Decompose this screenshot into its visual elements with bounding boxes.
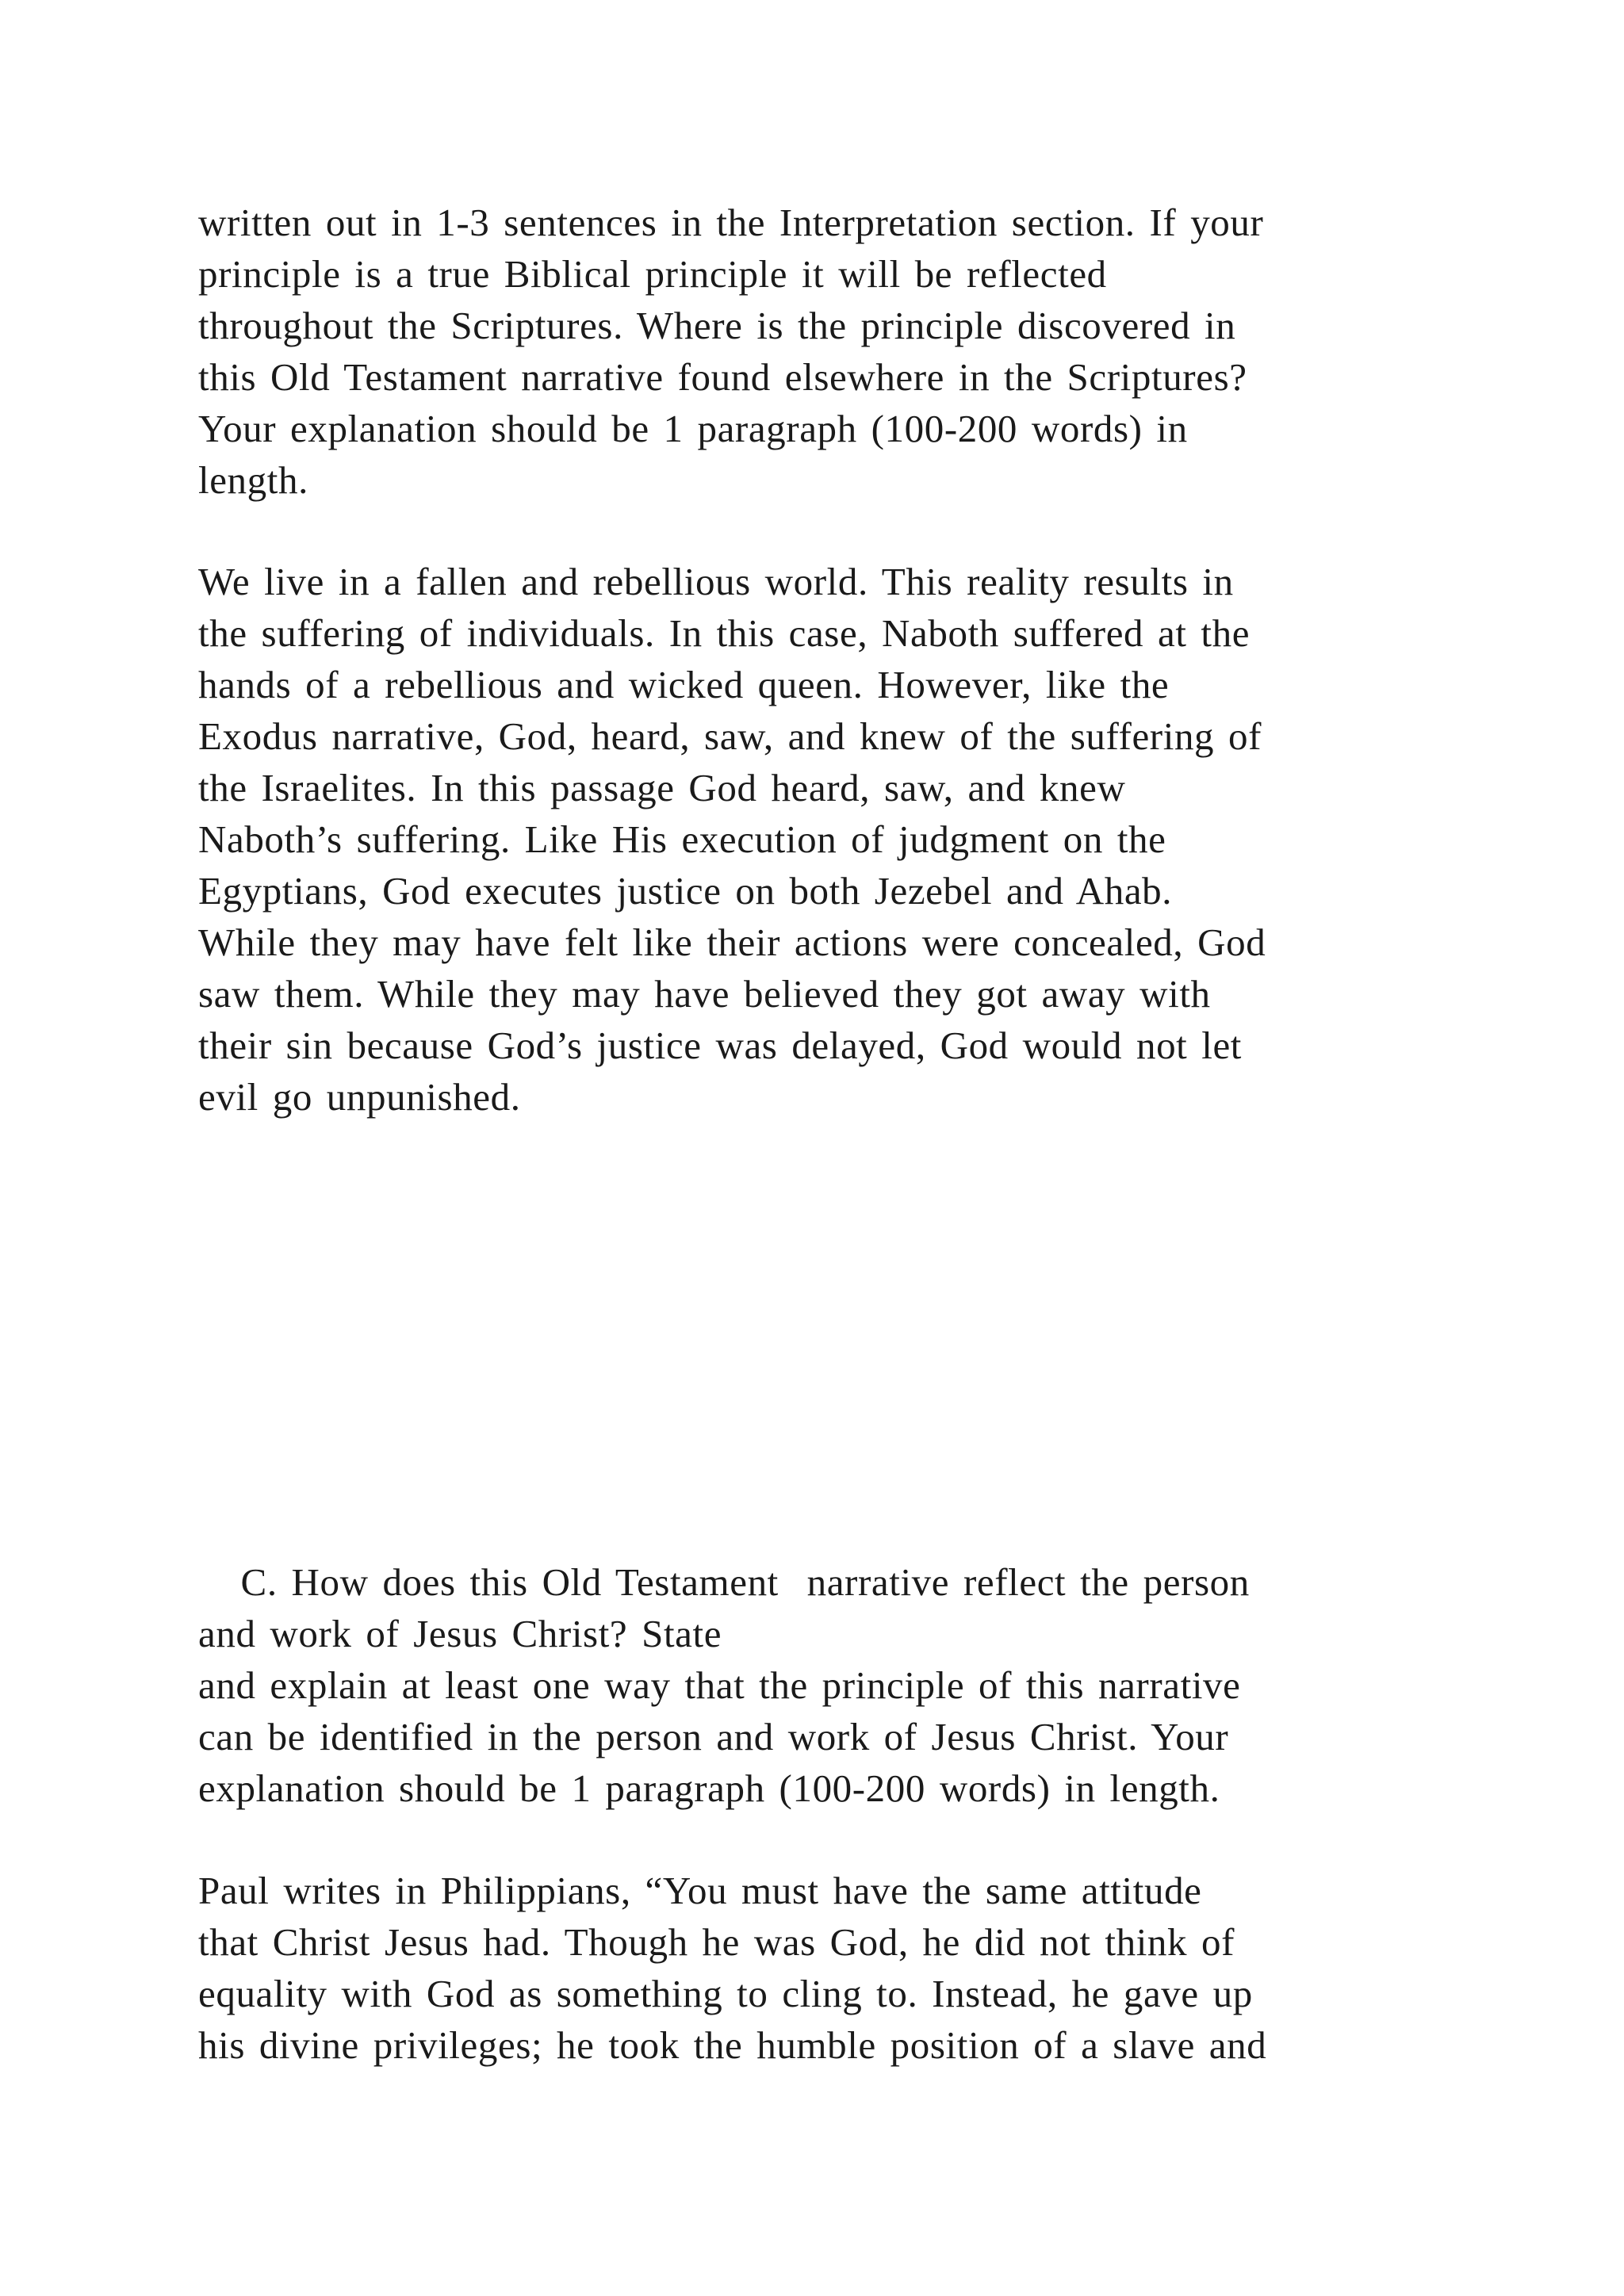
text-line: principle is a true Biblical principle it will be reflected: [198, 252, 1107, 296]
interpretation-prompt-paragraph: [198, 197, 1435, 506]
text-line: Paul writes in Philippians, “You must have the same attitude: [198, 1869, 1202, 1912]
text-line: Exodus narrative, God, heard, saw, and knew of the suffering of: [198, 714, 1262, 758]
text-line: We live in a fallen and rebellious world. This reality results in: [198, 560, 1234, 603]
text-line: explanation should be 1 paragraph (100-200 words) in length.: [198, 1766, 1220, 1810]
text-line: hands of a rebellious and wicked queen. However, like the: [198, 663, 1170, 706]
text-line: the suffering of individuals. In this case, Naboth suffered at the: [198, 611, 1251, 655]
text-line: evil go unpunished.: [198, 1075, 521, 1119]
text-line: their sin because God’s justice was delayed, God would not let: [198, 1024, 1243, 1067]
text-line: his divine privileges; he took the humble position of a slave and: [198, 2023, 1267, 2067]
answer-c-paragraph: [198, 1865, 1435, 2071]
text-line: this Old Testament narrative found elsewhere in the Scriptures?: [198, 355, 1247, 399]
text-line: written out in 1-3 sentences in the Interpretation section. If your: [198, 201, 1264, 244]
text-line: the Israelites. In this passage God heard, saw, and knew: [198, 766, 1126, 809]
text-line: While they may have felt like their actions were concealed, God: [198, 920, 1266, 964]
text-line: and explain at least one way that the principle of this narrative: [198, 1663, 1241, 1707]
text-line: and work of Jesus Christ? State: [198, 1612, 722, 1655]
question-c-paragraph: [198, 1556, 1435, 1814]
text-line: throughout the Scriptures. Where is the principle discovered in: [198, 304, 1236, 347]
text-line: Naboth’s suffering. Like His execution of judgment on the: [198, 817, 1166, 861]
text-line: saw them. While they may have believed they got away with: [198, 972, 1211, 1016]
text-line: that Christ Jesus had. Though he was God, he did not think of: [198, 1920, 1235, 1964]
answer-b-paragraph: [198, 556, 1435, 1123]
text-line: Egyptians, God executes justice on both Jezebel and Ahab.: [198, 869, 1173, 913]
text-line: can be identified in the person and work of Jesus Christ. Your: [198, 1715, 1229, 1758]
text-line: length.: [198, 458, 308, 502]
question-c-heading: C. How does this Old Testament narrative reflect the person: [198, 1560, 1250, 1604]
text-line: equality with God as something to cling to. Instead, he gave up: [198, 1972, 1253, 2015]
text-line: Your explanation should be 1 paragraph (100-200 words) in: [198, 407, 1188, 450]
